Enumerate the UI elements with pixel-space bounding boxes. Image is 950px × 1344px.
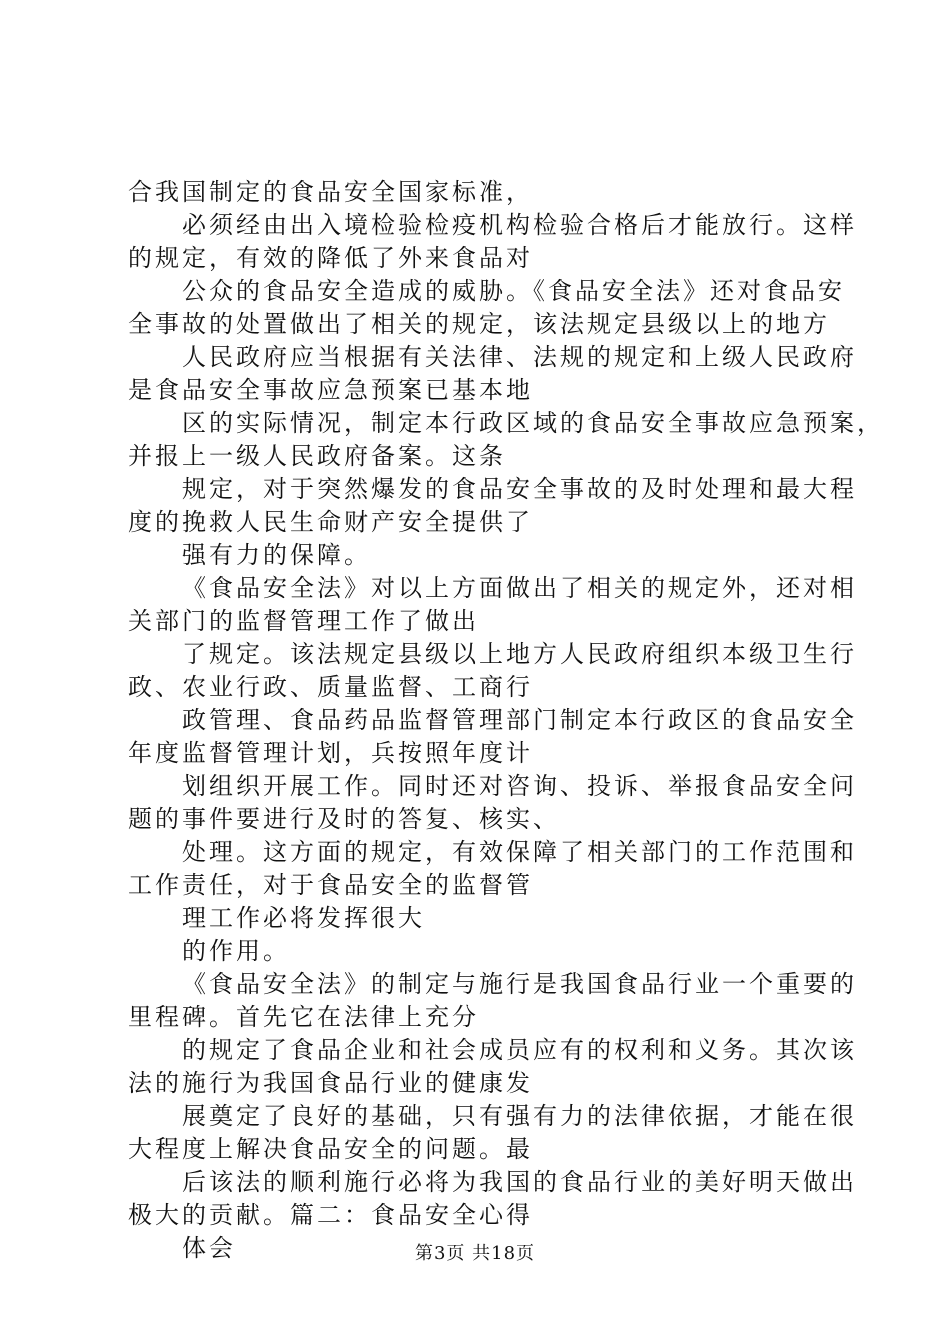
text-line: 并报上一级人民政府备案。这条 [128, 442, 506, 470]
text-line: 的规定了食品企业和社会成员应有的权利和义务。其次该 [182, 1036, 857, 1064]
text-line: 大程度上解决食品安全的问题。最 [128, 1135, 533, 1163]
text-line: 后该法的顺利施行必将为我国的食品行业的美好明天做出 [182, 1168, 857, 1196]
text-line: 是食品安全事故应急预案已基本地 [128, 376, 533, 404]
text-line: 区的实际情况，制定本行政区域的食品安全事故应急预案， [182, 409, 884, 437]
text-line: 《食品安全法》的制定与施行是我国食品行业一个重要的 [182, 970, 857, 998]
text-line: 公众的食品安全造成的威胁。《食品安全法》还对食品安 [182, 277, 845, 305]
text-line: 合我国制定的食品安全国家标准， [128, 178, 533, 206]
text-line: 规定，对于突然爆发的食品安全事故的及时处理和最大程 [182, 475, 857, 503]
text-line: 体会 [182, 1234, 236, 1262]
text-line: 展奠定了良好的基础，只有强有力的法律依据，才能在很 [182, 1102, 857, 1130]
text-line: 处理。这方面的规定，有效保障了相关部门的工作范围和 [182, 838, 857, 866]
text-line: 政、农业行政、质量监督、工商行 [128, 673, 533, 701]
document-body [128, 176, 884, 1265]
text-line: 年度监督管理计划，兵按照年度计 [128, 739, 533, 767]
text-line: 关部门的监督管理工作了做出 [128, 607, 479, 635]
text-line: 法的施行为我国食品行业的健康发 [128, 1069, 533, 1097]
text-line: 度的挽救人民生命财产安全提供了 [128, 508, 533, 536]
text-line: 理工作必将发挥很大 [182, 904, 425, 932]
text-line: 强有力的保障。 [182, 541, 371, 569]
text-line: 了规定。该法规定县级以上地方人民政府组织本级卫生行 [182, 640, 857, 668]
text-line: 的规定，有效的降低了外来食品对 [128, 244, 533, 272]
text-line: 里程碑。首先它在法律上充分 [128, 1003, 479, 1031]
text-line: 极大的贡献。篇二：食品安全心得 [128, 1201, 533, 1229]
text-line: 工作责任，对于食品安全的监督管 [128, 871, 533, 899]
text-line: 划组织开展工作。同时还对咨询、投诉、举报食品安全问 [182, 772, 857, 800]
text-line: 全事故的处置做出了相关的规定，该法规定县级以上的地方 [128, 310, 830, 338]
text-line: 必须经由出入境检验检疫机构检验合格后才能放行。这样 [182, 211, 857, 239]
text-line: 题的事件要进行及时的答复、核实、 [128, 805, 560, 833]
text-line: 人民政府应当根据有关法律、法规的规定和上级人民政府 [182, 343, 857, 371]
text-line: 《食品安全法》对以上方面做出了相关的规定外，还对相 [182, 574, 857, 602]
text-line: 的作用。 [182, 937, 290, 965]
page-footer: 第3页 共18页 [414, 1243, 536, 1264]
text-line: 政管理、食品药品监督管理部门制定本行政区的食品安全 [182, 706, 857, 734]
